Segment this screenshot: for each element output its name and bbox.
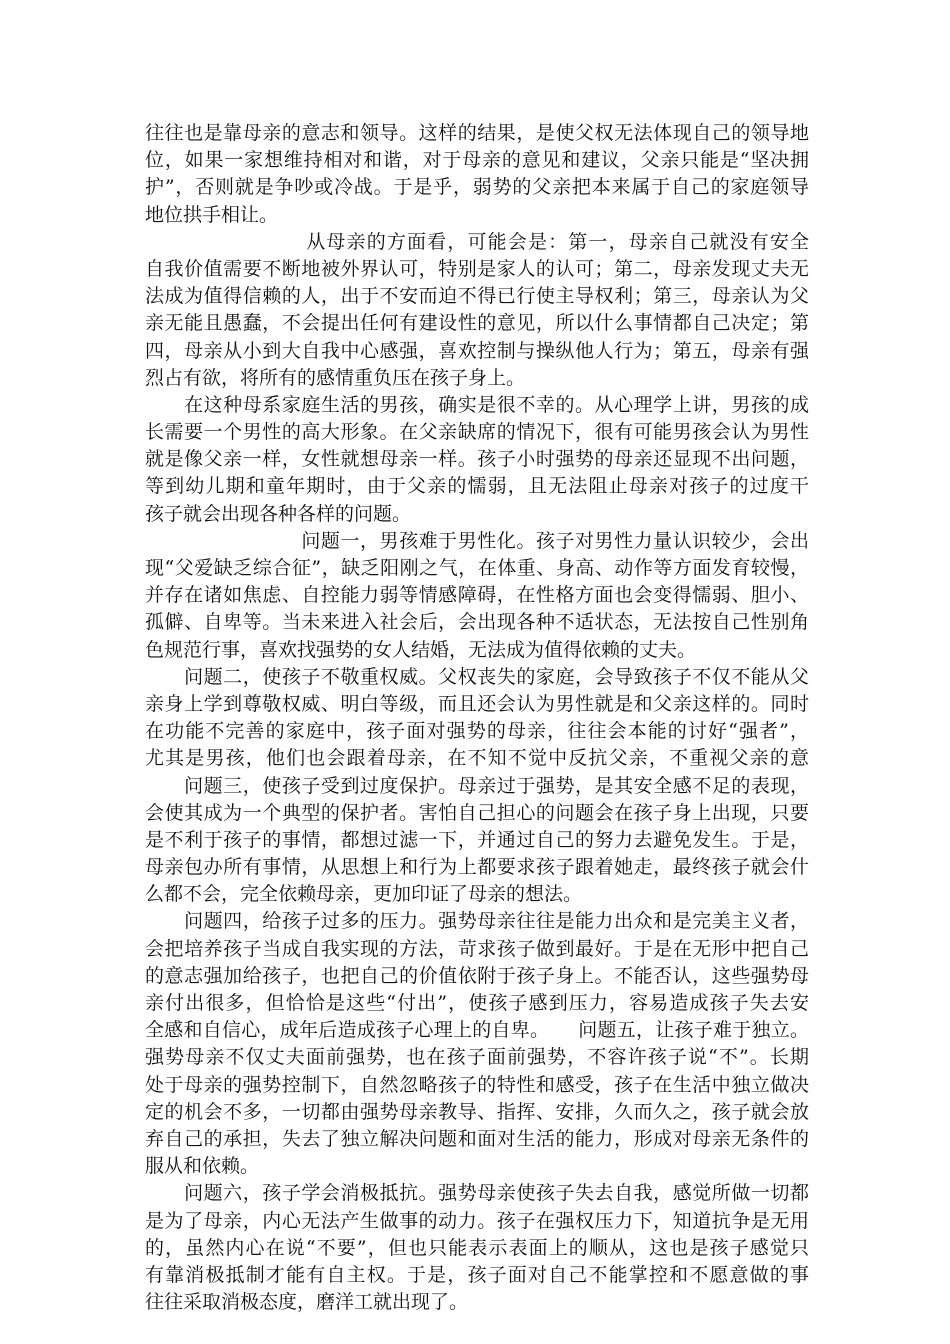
text-line: 现“父爱缺乏综合征”，缺乏阳刚之气，在体重、身高、动作等方面发育较慢，	[145, 557, 809, 579]
text-line: 弃自己的承担，失去了独立解决问题和面对生活的能力，形成对母亲无条件的	[145, 1127, 809, 1150]
text-line: 尤其是男孩，他们也会跟着母亲，在不知不觉中反抗父亲，不重视父亲的意	[145, 747, 809, 770]
text-line: 亲无能且愚蠢，不会提出任何有建设性的意见，所以什么事情都自己决定；第	[145, 312, 809, 335]
text-line: 全感和自信心，成年后造成孩子心理上的自卑。 问题五，让孩子难于独立。	[145, 1019, 809, 1042]
text-line: 定的机会不多，一切都由强势母亲教导、指挥、安排，久而久之，孩子就会放	[145, 1100, 809, 1123]
text-line: 是为了母亲，内心无法产生做事的动力。孩子在强权压力下，知道抗争是无用	[145, 1209, 809, 1232]
text-line: 等到幼儿期和童年期时，由于父亲的懦弱，且无法阻止母亲对孩子的过度干	[145, 475, 809, 498]
text-line: 亲付出很多，但恰恰是这些“付出”，使孩子感到压力，容易造成孩子失去安	[145, 992, 809, 1014]
text-line: 是不利于孩子的事情，都想过滤一下，并通过自己的努力去避免发生。于是，	[145, 828, 809, 851]
text-line: 长需要一个男性的高大形象。在父亲缺席的情况下，很有可能男孩会认为男性	[145, 421, 809, 444]
text-line: 会把培养孩子当成自我实现的方法，苛求孩子做到最好。于是在无形中把自己	[145, 937, 809, 960]
text-line: 的，虽然内心在说“不要”，但也只能表示表面上的顺从，这也是孩子感觉只	[145, 1236, 809, 1259]
text-line: 并存在诸如焦虑、自控能力弱等情感障碍，在性格方面也会变得懦弱、胆小、	[145, 584, 809, 607]
text-line: 母亲包办所有事情，从思想上和行为上都要求孩子跟着她走，最终孩子就会什	[145, 856, 809, 879]
text-line: 四，母亲从小到大自我中心感强，喜欢控制与操纵他人行为；第五，母亲有强	[145, 339, 809, 362]
text-line: 在功能不完善的家庭中，孩子面对强势的母亲，往往会本能的讨好“强者”，	[145, 720, 809, 743]
text-line: 处于母亲的强势控制下，自然忽略孩子的特性和感受，孩子在生活中独立做决	[145, 1073, 809, 1096]
document-body	[145, 120, 809, 1316]
text-line: 的意志强加给孩子，也把自己的价值依附于孩子身上。不能否认，这些强势母	[145, 964, 809, 987]
text-line: 孩子就会出现各种各样的问题。	[145, 502, 412, 525]
text-line: 往往也是靠母亲的意志和领导。这样的结果，是使父权无法体现自己的领导地	[145, 122, 809, 144]
text-line: 法成为值得信赖的人，出于不安而迫不得已行使主导权利；第三，母亲认为父	[145, 285, 809, 308]
text-line: 在这种母系家庭生活的男孩，确实是很不幸的。从心理学上讲，男孩的成	[145, 393, 809, 416]
text-line: 问题二，使孩子不敬重权威。父权丧失的家庭，会导致孩子不仅不能从父	[145, 665, 809, 688]
text-line: 烈占有欲，将所有的感情重负压在孩子身上。	[145, 366, 526, 389]
text-line: 地位拱手相让。	[145, 203, 279, 226]
text-line: 位，如果一家想维持相对和谐，对于母亲的意见和建议，父亲只能是“坚决拥	[145, 149, 809, 172]
text-line: 么都不会，完全依赖母亲，更加印证了母亲的想法。	[145, 883, 583, 906]
text-line: 亲身上学到尊敬权威、明白等级，而且还会认为男性就是和父亲这样的。同时	[145, 692, 809, 715]
text-line: 问题六，孩子学会消极抵抗。强势母亲使孩子失去自我，感觉所做一切都	[145, 1182, 809, 1205]
text-line: 问题三，使孩子受到过度保护。母亲过于强势，是其安全感不足的表现，	[145, 774, 809, 797]
text-line: 色规范行事，喜欢找强势的女人结婚，无法成为值得依赖的丈夫。	[145, 638, 697, 661]
text-line: 会使其成为一个典型的保护者。害怕自己担心的问题会在孩子身上出现，只要	[145, 801, 809, 824]
text-line: 就是像父亲一样，女性就想母亲一样。孩子小时强势的母亲还显现不出问题，	[145, 448, 809, 471]
text-line: 有靠消极抵制才能有自主权。于是，孩子面对自己不能掌控和不愿意做的事	[145, 1263, 809, 1286]
text-line: 强势母亲不仅丈夫面前强势，也在孩子面前强势，不容许孩子说“不”。长期	[145, 1046, 809, 1069]
text-line: 问题一，男孩难于男性化。孩子对男性力量认识较少，会出	[145, 529, 809, 552]
text-line: 孤僻、自卑等。当未来进入社会后，会出现各种不适状态，无法按自己性别角	[145, 611, 809, 634]
text-line: 服从和依赖。	[145, 1155, 260, 1178]
text-line: 从母亲的方面看，可能会是：第一，母亲自己就没有安全	[306, 230, 809, 253]
text-line: 往往采取消极态度，磨洋工就出现了。	[145, 1291, 469, 1314]
text-line: 自我价值需要不断地被外界认可，特别是家人的认可；第二，母亲发现丈夫无	[145, 257, 809, 280]
text-line: 护”，否则就是争吵或冷战。于是乎，弱势的父亲把本来属于自己的家庭领导	[145, 176, 809, 199]
text-line: 问题四，给孩子过多的压力。强势母亲往往是能力出众和是完美主义者，	[145, 910, 809, 933]
